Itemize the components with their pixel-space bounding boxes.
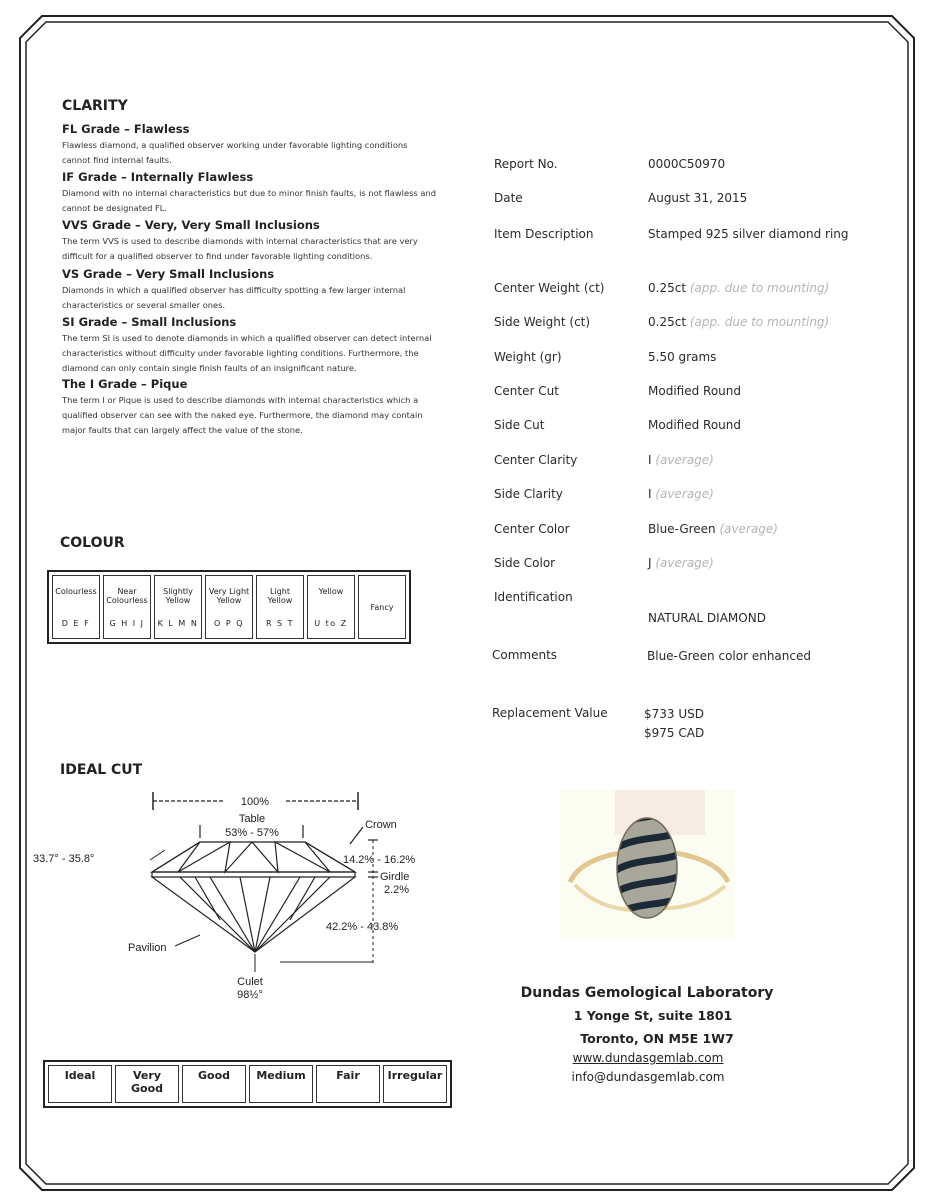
replacement-value-label: Replacement Value bbox=[492, 706, 608, 720]
pavilion-depth-label: 42.2% - 43.8% bbox=[326, 921, 399, 933]
grade-if-heading: IF Grade – Internally Flawless bbox=[62, 170, 254, 184]
colour-cell-slightly-yellow: Slightly Yellow K L M N bbox=[154, 575, 202, 639]
center-weight-note: (app. due to mounting) bbox=[689, 281, 830, 295]
grade-fl-heading: FL Grade – Flawless bbox=[62, 122, 190, 136]
center-weight-value: 0.25ct bbox=[648, 281, 687, 295]
grade-i-description: The term I or Pique is used to describe diamonds with internal characteristics which a qualified observer can see with the naked eye. Furthermore, the diamond may contain major faults that can largely affect the value of the stone. bbox=[62, 395, 423, 435]
report-no-value: 0000C50970 bbox=[648, 157, 726, 171]
grade-fl-description: Flawless diamond, a qualified observer working under favorable lighting conditions cannot find internal faults. bbox=[62, 140, 408, 165]
pavilion-label: Pavilion bbox=[128, 942, 167, 954]
table-label: Table bbox=[238, 813, 266, 825]
cut-grade-very-good: Very Good bbox=[115, 1065, 179, 1103]
ideal-cut-title: IDEAL CUT bbox=[60, 762, 143, 778]
side-weight-note: (app. due to mounting) bbox=[689, 315, 830, 329]
cut-grade-ideal: Ideal bbox=[48, 1065, 112, 1103]
lab-name: Dundas Gemological Laboratory bbox=[520, 985, 774, 1001]
side-color-label: Side Color bbox=[494, 556, 556, 570]
identification-value: NATURAL DIAMOND bbox=[648, 611, 766, 625]
center-color-label: Center Color bbox=[494, 522, 570, 536]
lab-website-link[interactable]: www.dundasgemlab.com bbox=[572, 1051, 724, 1065]
date-value: August 31, 2015 bbox=[648, 191, 748, 205]
width-pct-label: 100% bbox=[240, 796, 270, 808]
weight-gr-label: Weight (gr) bbox=[494, 350, 562, 364]
side-cut-label: Side Cut bbox=[494, 418, 545, 432]
center-cut-label: Center Cut bbox=[494, 384, 559, 398]
side-color-note: (average) bbox=[655, 556, 714, 570]
lab-address-line1: 1 Yonge St, suite 1801 bbox=[573, 1008, 733, 1023]
colour-title: COLOUR bbox=[60, 535, 125, 551]
side-weight-label: Side Weight (ct) bbox=[494, 315, 591, 329]
side-clarity-value: I bbox=[648, 487, 652, 501]
cut-grade-fair: Fair bbox=[316, 1065, 380, 1103]
side-weight-value: 0.25ct bbox=[648, 315, 687, 329]
culet-value-label: 98½° bbox=[237, 989, 263, 1001]
cut-grade-irregular: Irregular bbox=[383, 1065, 447, 1103]
side-color-value: J bbox=[648, 556, 652, 570]
grade-si-description: The term SI is used to denote diamonds in which a qualified observer can detect internal characteristics without difficulty under favorable lighting conditions. Furthermore, the diamond can only contain single finish faults of an insignificant nature. bbox=[62, 333, 432, 373]
center-color-field bbox=[648, 522, 778, 536]
crown-angle-label: 33.7° - 35.8° bbox=[33, 853, 95, 865]
colour-cell-very-light-yellow: Very Light Yellow O P Q bbox=[205, 575, 253, 639]
crown-label: Crown bbox=[365, 819, 397, 831]
side-cut-value: Modified Round bbox=[648, 418, 741, 432]
item-description-value: Stamped 925 silver diamond ring bbox=[648, 227, 849, 241]
colour-cell-fancy: Fancy bbox=[358, 575, 406, 639]
side-clarity-label: Side Clarity bbox=[494, 487, 563, 501]
girdle-value-label: 2.2% bbox=[384, 884, 410, 896]
grade-vs-heading: VS Grade – Very Small Inclusions bbox=[62, 267, 275, 281]
colour-cell-light-yellow: Light Yellow R S T bbox=[256, 575, 304, 639]
center-color-note: (average) bbox=[719, 522, 778, 536]
grade-i-heading: The I Grade – Pique bbox=[62, 377, 188, 391]
grade-vvs-heading: VVS Grade – Very, Very Small Inclusions bbox=[62, 218, 320, 232]
grade-si-heading: SI Grade – Small Inclusions bbox=[62, 315, 237, 329]
side-weight-field bbox=[648, 315, 829, 329]
replacement-value-usd: $733 USD bbox=[644, 707, 704, 721]
ideal-cut-diagram bbox=[30, 780, 450, 1005]
cut-grade-table bbox=[43, 1060, 452, 1108]
center-clarity-value: I bbox=[648, 453, 652, 467]
cut-grade-good: Good bbox=[182, 1065, 246, 1103]
comments-label: Comments bbox=[492, 648, 558, 662]
grade-if-description: Diamond with no internal characteristics but due to minor finish faults, is not flawless and cannot be designated FL. bbox=[62, 188, 436, 213]
weight-gr-value: 5.50 grams bbox=[648, 350, 717, 364]
identification-label: Identification bbox=[494, 590, 573, 604]
lab-email[interactable]: info@dundasgemlab.com bbox=[571, 1070, 725, 1084]
table-range-label: 53% - 57% bbox=[225, 827, 279, 839]
comments-value: Blue-Green color enhanced bbox=[647, 649, 811, 663]
girdle-label: Girdle bbox=[380, 871, 410, 883]
colour-cell-colourless: Colourless D E F bbox=[52, 575, 100, 639]
report-no-label: Report No. bbox=[494, 157, 558, 171]
center-weight-label: Center Weight (ct) bbox=[494, 281, 605, 295]
clarity-title: CLARITY bbox=[62, 98, 128, 114]
colour-cell-yellow: Yellow U to Z bbox=[307, 575, 355, 639]
center-clarity-label: Center Clarity bbox=[494, 453, 578, 467]
colour-cell-near-colourless: Near Colourless G H I J bbox=[103, 575, 151, 639]
ring-photo bbox=[560, 790, 735, 940]
culet-label: Culet bbox=[237, 976, 263, 988]
date-label: Date bbox=[494, 191, 523, 205]
crown-height-label: 14.2% - 16.2% bbox=[343, 854, 416, 866]
side-clarity-field bbox=[648, 487, 714, 501]
cut-grade-medium: Medium bbox=[249, 1065, 313, 1103]
item-description-label: Item Description bbox=[494, 227, 594, 241]
side-color-field bbox=[648, 556, 714, 570]
center-clarity-note: (average) bbox=[655, 453, 714, 467]
lab-address-line2: Toronto, ON M5E 1W7 bbox=[580, 1031, 734, 1046]
grade-vs-description: Diamonds in which a qualified observer has difficulty spotting a few larger internal characteristics or several smaller ones. bbox=[62, 285, 406, 310]
center-clarity-field bbox=[648, 453, 714, 467]
side-clarity-note: (average) bbox=[655, 487, 714, 501]
grade-vvs-description: The term VVS is used to describe diamonds with internal characteristics that are very difficult for a qualified observer to find under favorable lighting conditions. bbox=[62, 236, 418, 261]
colour-scale-table bbox=[47, 570, 411, 644]
center-color-value: Blue-Green bbox=[648, 522, 716, 536]
center-cut-value: Modified Round bbox=[648, 384, 741, 398]
replacement-value-cad: $975 CAD bbox=[644, 726, 705, 740]
center-weight-field bbox=[648, 281, 829, 295]
